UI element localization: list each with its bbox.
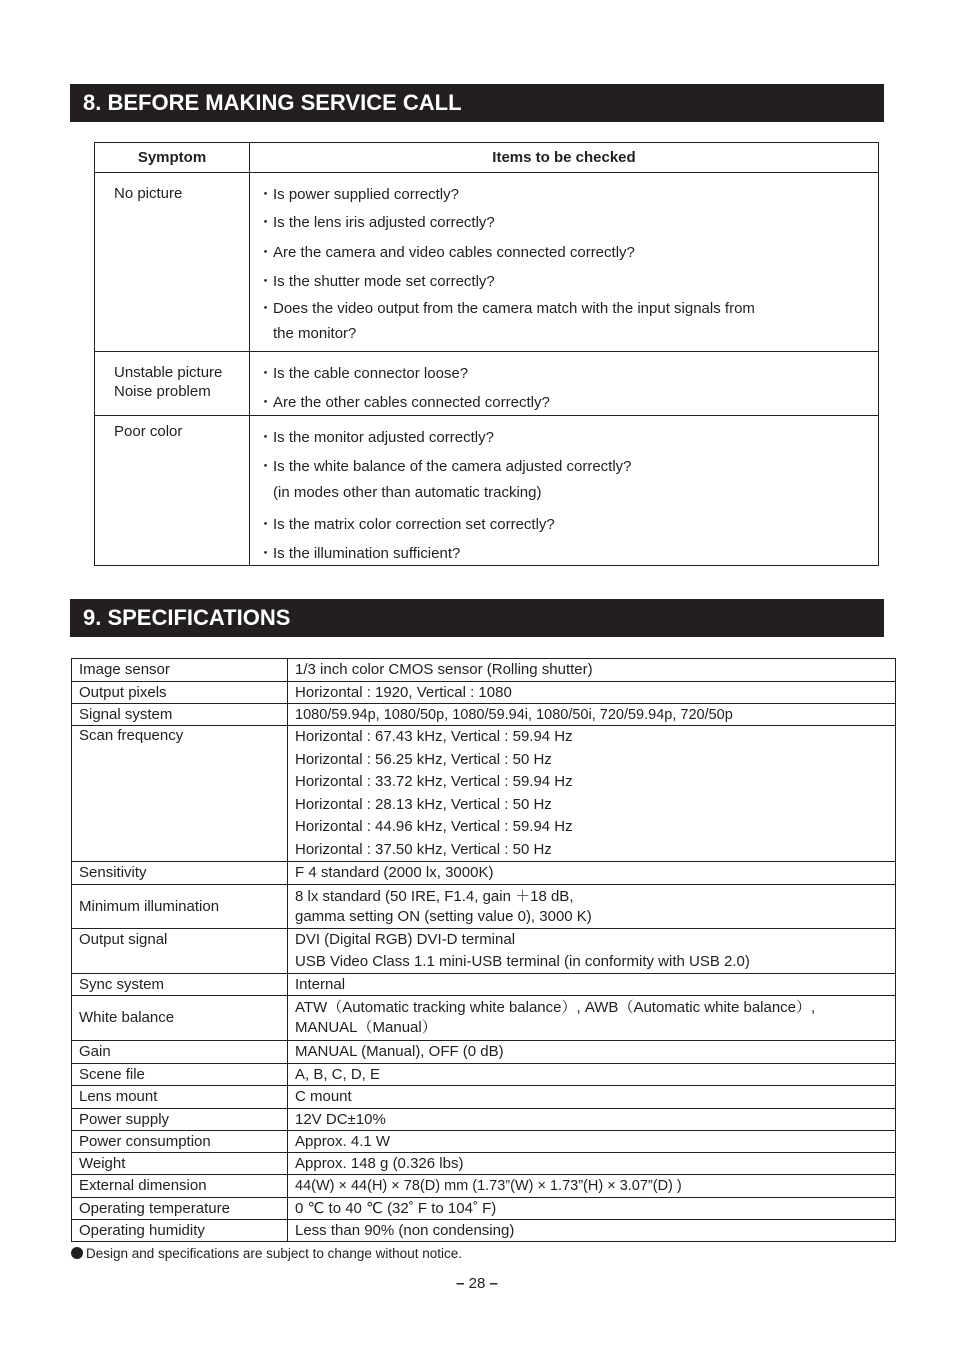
bullet-icon: ・ (258, 394, 274, 411)
scan-frequency-line: Horizontal : 28.13 kHz, Vertical : 50 Hz (295, 795, 552, 813)
spec-value: 1/3 inch color CMOS sensor (Rolling shutter) (288, 659, 896, 682)
bullet-icon: ・ (258, 244, 274, 261)
spec-row (72, 885, 896, 929)
spec-value (288, 885, 896, 929)
spec-row (72, 862, 896, 885)
spec-value: C mount (288, 1086, 896, 1109)
spec-value (288, 929, 896, 974)
spec-value: Internal (288, 974, 896, 996)
symptom-noise-problem: Noise problem (114, 383, 211, 400)
spec-value: Less than 90% (non condensing) (288, 1220, 896, 1242)
spec-row (72, 1198, 896, 1220)
check-item: ・Does the video output from the camera match with the input signals from (258, 297, 755, 318)
scan-frequency-line: Horizontal : 44.96 kHz, Vertical : 59.94 Hz (295, 818, 573, 835)
footnote-text: Design and specifications are subject to change without notice. (86, 1246, 462, 1261)
spec-label: Signal system (72, 704, 288, 726)
spec-label: Weight (72, 1153, 288, 1175)
symptom-no-picture: No picture (114, 185, 183, 202)
spec-row (72, 726, 896, 862)
spec-value: 12V DC±10% (288, 1109, 896, 1131)
bullet-icon: ・ (258, 429, 274, 446)
check-item: ・Is the cable connector loose? (258, 362, 468, 383)
spec-value-line: MANUAL（Manual） (295, 1019, 437, 1036)
spec-label: External dimension (72, 1175, 288, 1198)
page-number: – 28 – (456, 1275, 498, 1292)
bullet-icon: ・ (258, 273, 274, 290)
spec-value: Approx. 148 g (0.326 lbs) (288, 1153, 896, 1175)
spec-value-line: ATW（Automatic tracking white balance）, AWB（Automatic white balance）, (295, 999, 816, 1016)
check-item-continuation: the monitor? (273, 325, 357, 342)
spec-row (72, 929, 896, 974)
bullet-icon: ・ (258, 214, 274, 231)
bullet-icon: ・ (258, 516, 274, 533)
scan-frequency-line: Horizontal : 33.72 kHz, Vertical : 59.94 Hz (295, 773, 573, 790)
check-item: ・Is the monitor adjusted correctly? (258, 426, 494, 447)
check-item: ・Is the lens iris adjusted correctly? (258, 211, 495, 232)
bullet-icon: ・ (258, 300, 274, 317)
spec-row (72, 1109, 896, 1131)
spec-row (72, 1220, 896, 1242)
symptom-unstable-picture: Unstable picture (114, 364, 223, 381)
spec-value: 0 ℃ to 40 ℃ (32˚ F to 104˚ F) (288, 1198, 896, 1220)
scan-frequency-line: Horizontal : 37.50 kHz, Vertical : 50 Hz (295, 840, 552, 858)
spec-label: Sensitivity (72, 862, 288, 885)
bullet-icon (71, 1247, 83, 1259)
spec-label: Lens mount (72, 1086, 288, 1109)
row-divider (95, 415, 878, 416)
check-item: ・Are the camera and video cables connected correctly? (258, 241, 635, 262)
spec-row (72, 996, 896, 1041)
check-item: ・Is the illumination sufficient? (258, 542, 460, 563)
specifications-table (71, 658, 896, 1242)
spec-row (72, 659, 896, 682)
spec-label: Sync system (72, 974, 288, 996)
items-header: Items to be checked (492, 149, 636, 166)
symptom-poor-color: Poor color (114, 423, 183, 440)
spec-label: White balance (72, 996, 288, 1041)
spec-label: Operating temperature (72, 1198, 288, 1220)
spec-value: MANUAL (Manual), OFF (0 dB) (288, 1041, 896, 1064)
spec-row (72, 1131, 896, 1153)
spec-value-line: DVI (Digital RGB) DVI-D terminal (295, 931, 516, 948)
section-9-title: 9. SPECIFICATIONS (70, 599, 884, 637)
troubleshooting-table (94, 142, 879, 566)
spec-value: Horizontal : 1920, Vertical : 1080 (288, 682, 896, 704)
spec-label: Minimum illumination (72, 885, 288, 929)
spec-row (72, 1175, 896, 1198)
check-item: ・Is the white balance of the camera adjusted correctly? (258, 455, 632, 476)
spec-label: Operating humidity (72, 1220, 288, 1242)
page-number-value: 28 (468, 1275, 486, 1292)
check-item: ・Is the shutter mode set correctly? (258, 270, 495, 291)
spec-value: Approx. 4.1 W (288, 1131, 896, 1153)
check-item: ・Are the other cables connected correctly? (258, 391, 550, 412)
spec-label: Image sensor (72, 659, 288, 682)
scan-frequency-line: Horizontal : 67.43 kHz, Vertical : 59.94 Hz (295, 728, 573, 745)
symptom-header: Symptom (137, 149, 207, 166)
footnote (71, 1246, 462, 1261)
bullet-icon: ・ (258, 365, 274, 382)
section-8-title: 8. BEFORE MAKING SERVICE CALL (70, 84, 884, 122)
row-divider (95, 351, 878, 352)
scan-frequency-line: Horizontal : 56.25 kHz, Vertical : 50 Hz (295, 750, 552, 768)
spec-value-line: 8 lx standard (50 IRE, F1.4, gain ＋18 dB, (295, 887, 574, 905)
spec-value-line: gamma setting ON (setting value 0), 3000 K) (295, 907, 592, 925)
bullet-icon: ・ (258, 545, 274, 562)
spec-value-line: USB Video Class 1.1 mini-USB terminal (in conformity with USB 2.0) (295, 953, 750, 970)
spec-label: Gain (72, 1041, 288, 1064)
spec-row (72, 1041, 896, 1064)
check-item: ・Is power supplied correctly? (258, 183, 459, 204)
spec-value: 1080/59.94p, 1080/50p, 1080/59.94i, 1080/50i, 720/59.94p, 720/50p (288, 704, 896, 726)
spec-value: A, B, C, D, E (288, 1064, 896, 1086)
check-item-continuation: (in modes other than automatic tracking) (273, 484, 542, 501)
column-divider (249, 143, 250, 565)
bullet-icon: ・ (258, 458, 274, 475)
spec-row (72, 704, 896, 726)
spec-row (72, 974, 896, 996)
spec-row (72, 1064, 896, 1086)
spec-label: Output signal (72, 929, 288, 974)
spec-value (288, 996, 896, 1041)
spec-label: Output pixels (72, 682, 288, 704)
spec-label: Power supply (72, 1109, 288, 1131)
spec-row (72, 1153, 896, 1175)
spec-value (288, 726, 896, 862)
spec-label: Scene file (72, 1064, 288, 1086)
spec-label: Scan frequency (72, 726, 288, 862)
spec-label: Power consumption (72, 1131, 288, 1153)
check-item: ・Is the matrix color correction set correctly? (258, 513, 555, 534)
spec-value: F 4 standard (2000 lx, 3000K) (288, 862, 896, 885)
bullet-icon: ・ (258, 186, 274, 203)
spec-row (72, 1086, 896, 1109)
spec-value: 44(W) × 44(H) × 78(D) mm (1.73”(W) × 1.73”(H) × 3.07”(D) ) (288, 1175, 896, 1198)
spec-row (72, 682, 896, 704)
